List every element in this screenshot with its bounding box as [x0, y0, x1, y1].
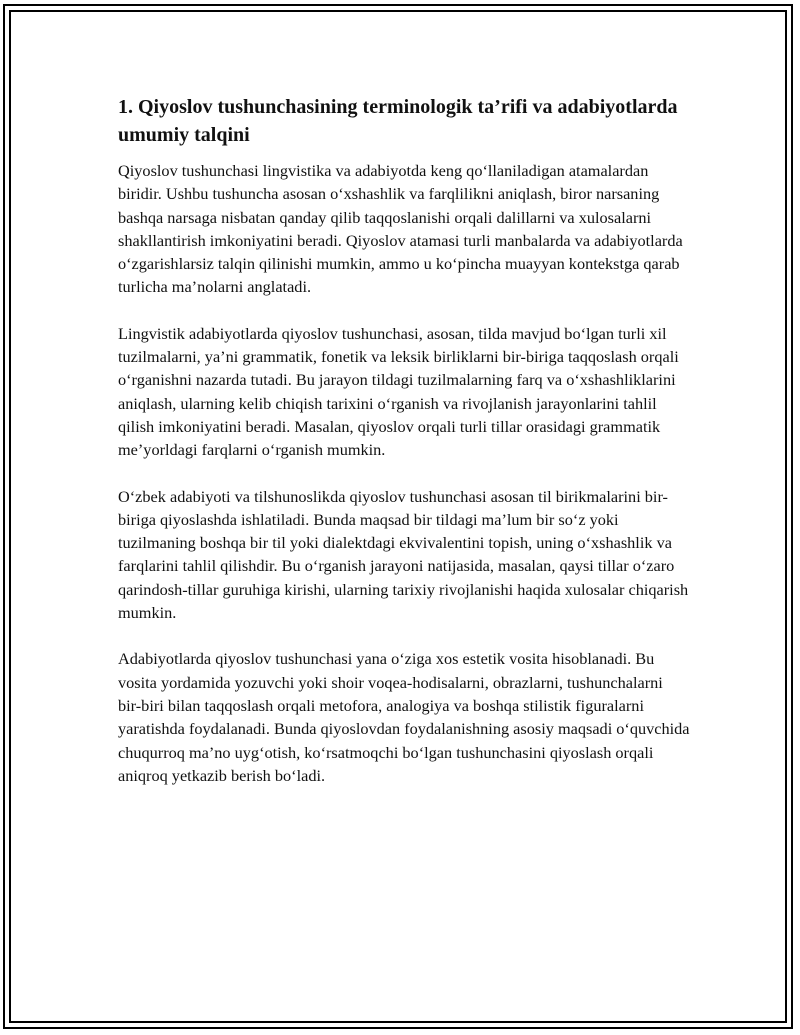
- paragraph-1: Qiyoslov tushunchasi lingvistika va adabiyotda keng qo‘llaniladigan atamalardan biridir. Ushbu tushuncha asosan o‘xshashlik va farqlilikni aniqlash, biror narsaning bashqa narsaga nisbatan qanday qilib taqqoslanishi orqali dalillarni va xulosalarni shakllantirish imkoniyatini beradi. Qiyoslov atamasi turli manbalarda va adabiyotlarda o‘zgarishlarsiz talqin qilinishi mumkin, ammo u ko‘pincha muayyan kontekstga qarab turlicha ma’nolarni anglatadi.: [118, 161, 683, 297]
- section-heading: 1. Qiyoslov tushunchasining terminologik ta’rifi va adabiyotlarda umumiy talqini: [118, 96, 678, 146]
- paragraph-2: Lingvistik adabiyotlarda qiyoslov tushunchasi, asosan, tilda mavjud bo‘lgan turli xil tuzilmalarni, ya’ni grammatik, fonetik va leksik birliklarni bir-biriga taqqoslash orqali o‘rganishni nazarda tutadi. Bu jarayon tildagi tuzilmalarning farq va o‘xshashliklarini aniqlash, ularning kelib chiqish tarixini o‘rganish va rivojlanish jarayonlarini tahlil qilish imkoniyatini beradi. Masalan, qiyoslov orqali turli tillar orasidagi grammatik me’yorldagi farqlarni o‘rganish mumkin.: [118, 323, 679, 460]
- document-body: [118, 93, 690, 810]
- paragraph-4: Adabiyotlarda qiyoslov tushunchasi yana o‘ziga xos estetik vosita hisoblanadi. Bu vosita yordamida yozuvchi yoki shoir voqea-hodisalarni, obrazlarni, tushunchalarni bir-biri bilan taqqoslash orqali metofora, analogiya va boshqa stilistik figuralarni yaratishda foydalanadi. Bunda qiyoslovdan foydalanishning asosiy maqsadi o‘quvchida chuqurroq ma’no uyg‘otish, ko‘rsatmoqchi bo‘lgan tushunchasini qiyoslash orqali aniqroq yetkazib berish bo‘ladi.: [118, 649, 690, 785]
- paragraph-3: O‘zbek adabiyoti va tilshunoslikda qiyoslov tushunchasi asosan til birikmalarini bir-biriga qiyoslashda ishlatiladi. Bunda maqsad bir tildagi ma’lum bir so‘z yoki tuzilmaning boshqa bir til yoki dialektdagi ekvivalentini topish, uning o‘xshashlik va farqlarini tahlil qilishdir. Bu o‘rganish jarayoni natijasida, masalan, qaysi tillar o‘zaro qarindosh-tillar guruhiga kirishi, ularning tarixiy rivojlanishi haqida xulosalar chiqarish mumkin.: [118, 486, 689, 623]
